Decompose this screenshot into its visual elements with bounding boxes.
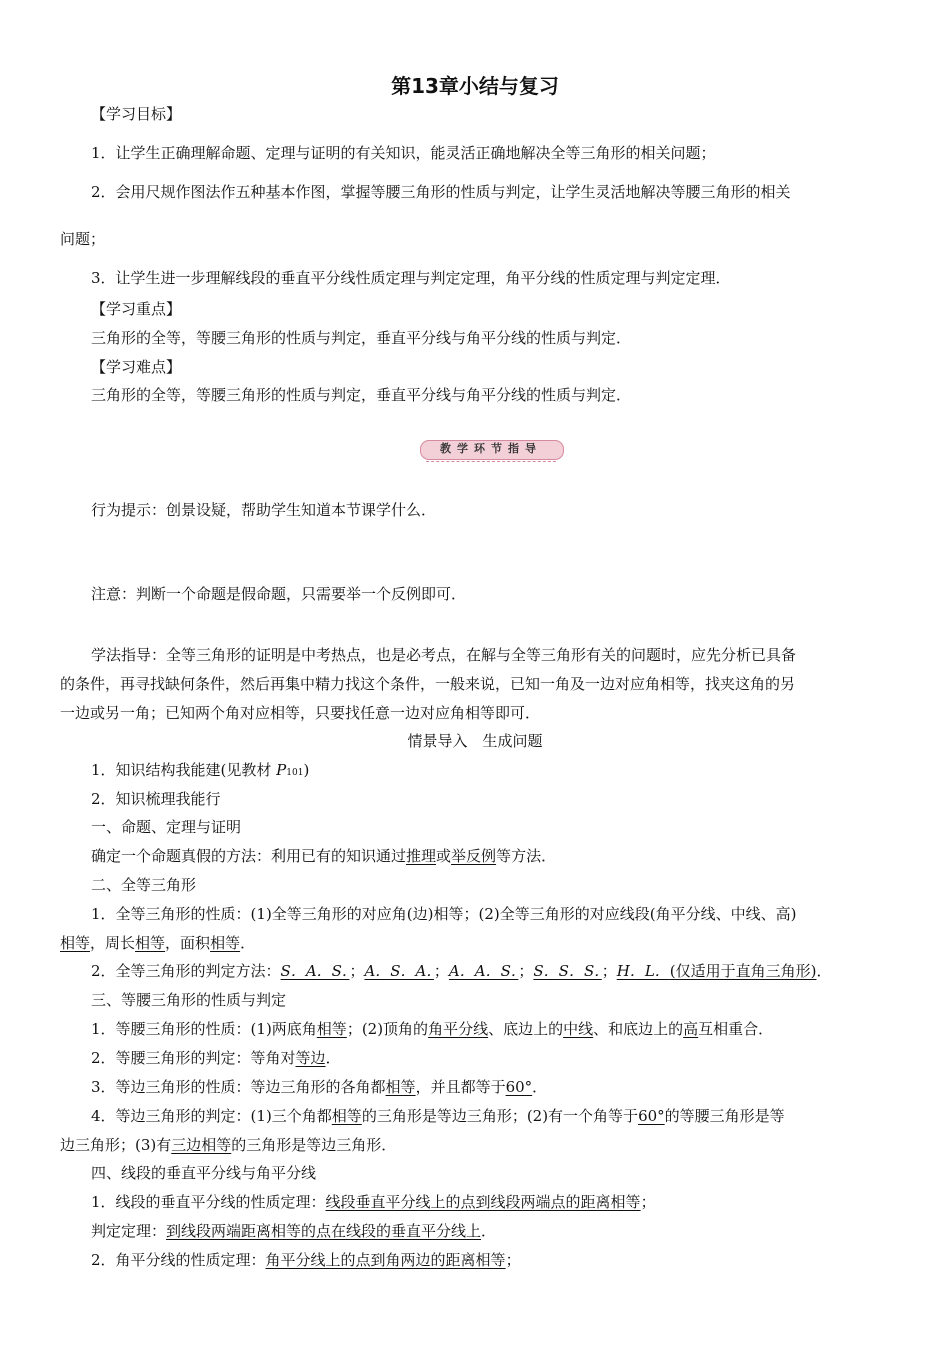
s2-end: ． bbox=[240, 934, 256, 952]
goal-item-2a: 2．会用尺规作图法作五种基本作图，掌握等腰三角形的性质与判定，让学生灵活地解决等腰三角形的相关 bbox=[91, 183, 791, 201]
s2-answer-1: 相等 bbox=[60, 934, 91, 952]
s2-hl-note: (仅适用于直角三角形) bbox=[669, 962, 817, 980]
s3-p2 bbox=[91, 1048, 341, 1068]
s2-p2 bbox=[91, 961, 832, 981]
s2-heading: 二、全等三角形 bbox=[91, 876, 197, 894]
s2-sep-3: ； bbox=[518, 962, 534, 980]
s2-asa: A．S．A． bbox=[364, 962, 434, 980]
s3-p3-end: ． bbox=[532, 1078, 548, 1096]
s3-p1-t2: 、底边上的 bbox=[488, 1020, 564, 1038]
s2-sep-2: ； bbox=[433, 962, 449, 980]
key-text: 三角形的全等，等腰三角形的性质与判定，垂直平分线与角平分线的性质与判定． bbox=[91, 329, 632, 347]
method-line-1: 学法指导：全等三角形的证明是中考热点，也是必考点，在解与全等三角形有关的问题时，应先分析已具备 bbox=[91, 646, 797, 664]
s2-aas: A．A．S． bbox=[448, 962, 519, 980]
s2-sas: S．A．S． bbox=[280, 962, 350, 980]
s1-answer-1: 推理 bbox=[406, 847, 437, 865]
s1-answer-2: 举反例 bbox=[451, 847, 497, 865]
s4-p2-answer: 角平分线上的点到角两边的距离相等 bbox=[265, 1251, 506, 1269]
s1-pre: 确定一个命题真假的方法：利用已有的知识通过 bbox=[91, 847, 407, 865]
difficulty-heading: 【学习难点】 bbox=[91, 358, 182, 376]
s4-heading: 四、线段的垂直平分线与角平分线 bbox=[91, 1164, 317, 1182]
s2-sss: S．S．S． bbox=[533, 962, 602, 980]
s4-p2-pre: 2．角平分线的性质定理： bbox=[91, 1251, 266, 1269]
s3-p4-answer-2: 60° bbox=[638, 1107, 665, 1125]
s3-p4-t1: 的三角形是等边三角形；(2)有一个角等于 bbox=[361, 1107, 639, 1125]
s3-p1-t1: ；(2)顶角的 bbox=[346, 1020, 429, 1038]
goal-item-3: 3．让学生进一步理解线段的垂直平分线性质定理与判定定理，角平分线的性质定理与判定定理． bbox=[91, 269, 731, 287]
s3-p1-end: 互相重合． bbox=[698, 1020, 774, 1038]
behavior-hint: 行为提示：创景设疑，帮助学生知道本节课学什么． bbox=[91, 501, 437, 519]
s4-p1b-answer: 到线段两端距离相等的点在线段的垂直平分线上 bbox=[166, 1222, 482, 1240]
s3-p4 bbox=[91, 1106, 785, 1126]
s3-p1-answer-3: 中线 bbox=[563, 1020, 594, 1038]
knowledge-item-1-suffix: ) bbox=[303, 761, 310, 779]
method-line-2: 的条件，再寻找缺何条件，然后再集中精力找这个条件，一般来说，已知一角及一边对应角相等，找夹这角的另 bbox=[60, 675, 796, 693]
s4-p2 bbox=[91, 1250, 521, 1270]
s3-p3-t1: ，并且都等于 bbox=[415, 1078, 506, 1096]
s3-p1-answer-4: 高 bbox=[683, 1020, 699, 1038]
s1-mid: 或 bbox=[436, 847, 452, 865]
key-heading: 【学习重点】 bbox=[91, 300, 182, 318]
s3-p4-t2: 的等腰三角形是等 bbox=[664, 1107, 785, 1125]
s2-answer-2: 相等 bbox=[135, 934, 166, 952]
s4-p1-pre: 1．线段的垂直平分线的性质定理： bbox=[91, 1193, 326, 1211]
s3-p1-answer-1: 相等 bbox=[316, 1020, 347, 1038]
s4-p1-end: ； bbox=[640, 1193, 656, 1211]
s3-p3-pre: 3．等边三角形的性质：等边三角形的各角都 bbox=[91, 1078, 386, 1096]
knowledge-item-2: 2．知识梳理我能行 bbox=[91, 790, 221, 808]
difficulty-text: 三角形的全等，等腰三角形的性质与判定，垂直平分线与角平分线的性质与判定． bbox=[91, 386, 632, 404]
s3-p4b-pre: 边三角形；(3)有 bbox=[60, 1136, 172, 1154]
goal-item-1: 1．让学生正确理解命题、定理与证明的有关知识，能灵活正确地解决全等三角形的相关问题； bbox=[91, 144, 716, 162]
s3-p4-pre: 4．等边三角形的判定：(1)三个角都 bbox=[91, 1107, 332, 1125]
method-line-3: 一边或另一角；已知两个角对应相等，只要找任意一边对应角相等即可． bbox=[60, 704, 541, 722]
s3-p3-answer-2: 60° bbox=[505, 1078, 533, 1096]
s2-p1-line2 bbox=[60, 933, 255, 953]
s2-t1: ，周长 bbox=[90, 934, 136, 952]
s2-sep-4: ； bbox=[601, 962, 617, 980]
s3-p4b-answer: 三边相等 bbox=[171, 1136, 232, 1154]
banner-underline bbox=[426, 461, 556, 462]
section-title: 情景导入 生成问题 bbox=[407, 732, 543, 750]
s2-t2: ，面积 bbox=[165, 934, 211, 952]
s3-p3-answer-1: 相等 bbox=[385, 1078, 416, 1096]
banner-text: 教学环节指导 bbox=[440, 442, 542, 455]
s3-p4-answer-1: 相等 bbox=[331, 1107, 362, 1125]
goals-heading: 【学习目标】 bbox=[91, 105, 182, 123]
s4-p1 bbox=[91, 1192, 656, 1212]
s2-sep-1: ； bbox=[349, 962, 365, 980]
knowledge-item-1-prefix: 1．知识结构我能建(见教材 bbox=[91, 761, 277, 779]
s3-p1 bbox=[91, 1019, 773, 1039]
s4-p1b-pre: 判定定理： bbox=[91, 1222, 167, 1240]
s3-p1-t3: 、和底边上的 bbox=[593, 1020, 684, 1038]
s3-p2-pre: 2．等腰三角形的判定：等角对 bbox=[91, 1049, 296, 1067]
section-banner bbox=[420, 440, 562, 464]
s1-post: 等方法． bbox=[496, 847, 557, 865]
s4-p1-answer: 线段垂直平分线上的点到线段两端点的距离相等 bbox=[325, 1193, 641, 1211]
s2-p2-end: ． bbox=[816, 962, 832, 980]
s3-p2-end: ． bbox=[325, 1049, 341, 1067]
s1-text bbox=[91, 846, 556, 866]
s3-p2-answer: 等边 bbox=[295, 1049, 326, 1067]
s3-p4b bbox=[60, 1135, 396, 1155]
s3-p1-pre: 1．等腰三角形的性质：(1)两底角 bbox=[91, 1020, 317, 1038]
page-ref-letter: P bbox=[276, 761, 287, 779]
goal-item-2b: 问题； bbox=[60, 230, 106, 248]
s2-p2-pre: 2．全等三角形的判定方法： bbox=[91, 962, 281, 980]
knowledge-item-1 bbox=[91, 760, 309, 783]
page-title: 第13章小结与复习 bbox=[391, 74, 559, 98]
s2-p1-line1: 1．全等三角形的性质：(1)全等三角形的对应角(边)相等；(2)全等三角形的对应线段(角平分线、中线、高) bbox=[91, 905, 797, 923]
page-ref-number: 101 bbox=[286, 768, 304, 778]
s3-p4b-end: 的三角形是等边三角形． bbox=[231, 1136, 397, 1154]
s4-p1b bbox=[91, 1221, 496, 1241]
s4-p1b-end: ． bbox=[481, 1222, 497, 1240]
s4-p2-end: ； bbox=[505, 1251, 521, 1269]
s3-p1-answer-2: 角平分线 bbox=[428, 1020, 489, 1038]
note-text: 注意：判断一个命题是假命题，只需要举一个反例即可． bbox=[91, 585, 467, 603]
s2-hl: H．L． bbox=[616, 962, 670, 980]
s3-p3 bbox=[91, 1077, 547, 1097]
s2-answer-3: 相等 bbox=[210, 934, 241, 952]
s3-heading: 三、等腰三角形的性质与判定 bbox=[91, 991, 287, 1009]
s1-heading: 一、命题、定理与证明 bbox=[91, 818, 242, 836]
